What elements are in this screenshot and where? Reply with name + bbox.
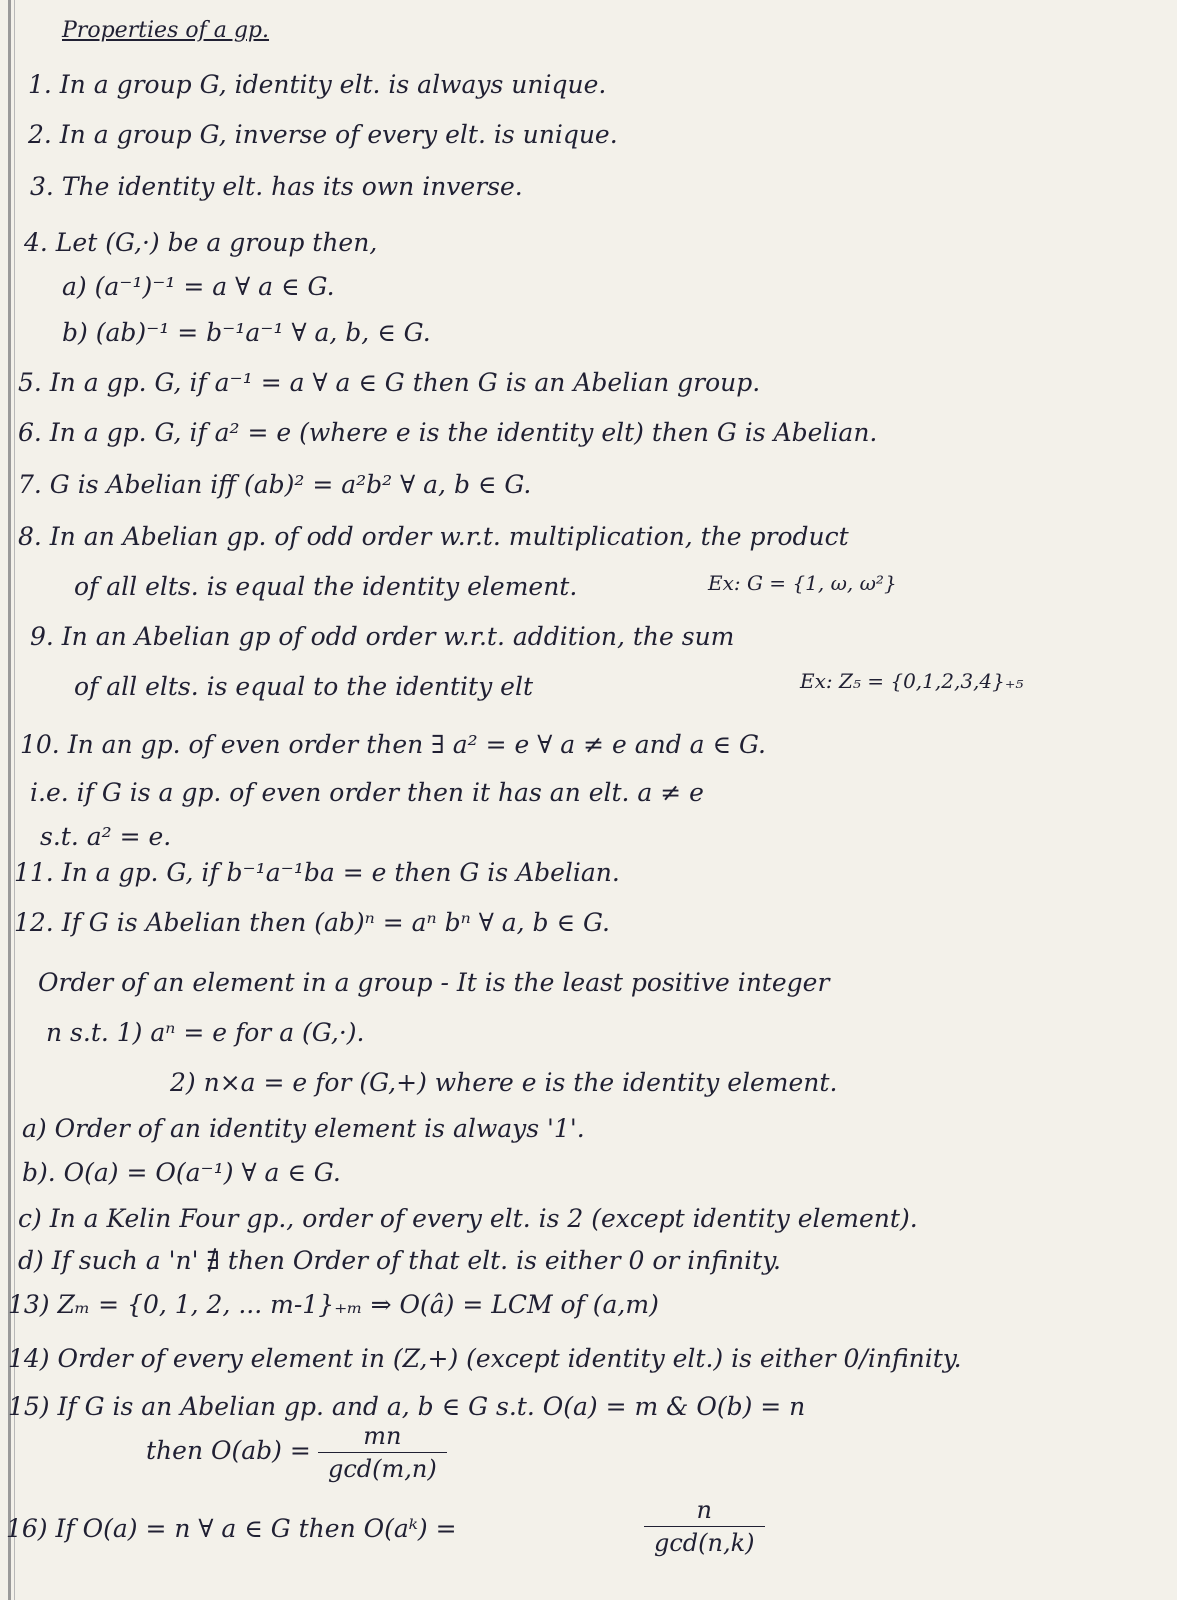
- property-9-cont: of all elts. is equal to the identity elt: [74, 672, 533, 701]
- property-10-st: s.t. a² = e.: [40, 822, 172, 851]
- fraction-numerator: mn: [363, 1422, 402, 1450]
- fraction-bar: [318, 1452, 447, 1453]
- property-7: 7. G is Abelian iff (ab)² = a²b² ∀ a, b ∈ G.: [18, 470, 532, 499]
- order-property-c: c) In a Kelin Four gp., order of every elt. is 2 (except identity element).: [18, 1204, 918, 1233]
- order-property-a: a) Order of an identity element is always '1'.: [22, 1114, 585, 1143]
- order-property-b: b). O(a) = O(a⁻¹) ∀ a ∈ G.: [22, 1158, 341, 1187]
- property-8: 8. In an Abelian gp. of odd order w.r.t. multiplication, the product: [18, 522, 849, 551]
- property-4: 4. Let (G,·) be a group then,: [24, 228, 378, 257]
- property-10: 10. In an gp. of even order then ∃ a² = e ∀ a ≠ e and a ∈ G.: [20, 730, 767, 759]
- fraction-mn-over-gcd: [318, 1422, 447, 1483]
- property-12: 12. If G is Abelian then (ab)ⁿ = aⁿ bⁿ ∀ a, b ∈ G.: [14, 908, 610, 937]
- property-9-example: Ex: Z₅ = {0,1,2,3,4}₊₅: [800, 669, 1024, 693]
- order-definition-heading: Order of an element in a group - It is the least positive integer: [38, 968, 830, 997]
- property-2: 2. In a group G, inverse of every elt. is unique.: [28, 120, 618, 149]
- property-6: 6. In a gp. G, if a² = e (where e is the identity elt) then G is Abelian.: [18, 418, 878, 447]
- fraction-numerator: n: [696, 1496, 712, 1524]
- order-definition-1: n s.t. 1) aⁿ = e for a (G,·).: [46, 1018, 365, 1047]
- property-3: 3. The identity elt. has its own inverse.: [30, 172, 523, 201]
- property-15: 15) If G is an Abelian gp. and a, b ∈ G s.t. O(a) = m & O(b) = n: [8, 1392, 806, 1421]
- property-13: 13) Zₘ = {0, 1, 2, ... m-1}₊ₘ ⇒ O(â) = LCM of (a,m): [8, 1290, 659, 1319]
- property-5: 5. In a gp. G, if a⁻¹ = a ∀ a ∈ G then G is an Abelian group.: [18, 368, 761, 397]
- property-15-then: then O(ab) =: [146, 1436, 311, 1465]
- property-16: 16) If O(a) = n ∀ a ∈ G then O(aᵏ) =: [6, 1514, 457, 1543]
- property-14: 14) Order of every element in (Z,+) (except identity elt.) is either 0/infinity.: [8, 1344, 962, 1373]
- page-title: Properties of a gp.: [62, 18, 270, 43]
- property-10-cont: i.e. if G is a gp. of even order then it has an elt. a ≠ e: [30, 778, 704, 807]
- property-11: 11. In a gp. G, if b⁻¹a⁻¹ba = e then G is Abelian.: [14, 858, 620, 887]
- fraction-bar: [644, 1526, 765, 1527]
- fraction-n-over-gcd: [644, 1496, 765, 1557]
- order-definition-2: 2) n×a = e for (G,+) where e is the identity element.: [170, 1068, 838, 1097]
- fraction-denominator: gcd(n,k): [654, 1529, 755, 1557]
- property-8-example: Ex: G = {1, ω, ω²}: [708, 571, 897, 595]
- property-9: 9. In an Abelian gp of odd order w.r.t. addition, the sum: [30, 622, 735, 651]
- property-8-cont: of all elts. is equal the identity element.: [74, 572, 578, 601]
- property-4a: a) (a⁻¹)⁻¹ = a ∀ a ∈ G.: [62, 272, 335, 301]
- property-4b: b) (ab)⁻¹ = b⁻¹a⁻¹ ∀ a, b, ∈ G.: [62, 318, 431, 347]
- order-property-d: d) If such a 'n' ∄ then Order of that elt. is either 0 or infinity.: [18, 1246, 781, 1275]
- fraction-denominator: gcd(m,n): [328, 1455, 437, 1483]
- property-1: 1. In a group G, identity elt. is always unique.: [28, 70, 607, 99]
